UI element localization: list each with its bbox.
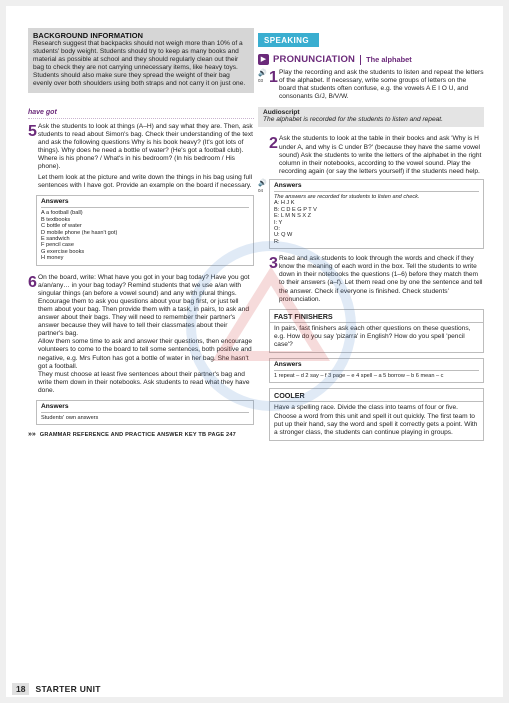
- answer-line: E: L M N S X Z: [274, 213, 312, 220]
- divider: [274, 191, 479, 192]
- answer-line: A a football (ball): [41, 210, 83, 217]
- item-2-text: Ask the students to look at the table in their books and ask 'Why is H under A, and why is C under B?' (because they have the same vowel sound) Ask the students to write the letters of the alphabet in the right column in their notebooks, according to the vowel sound. Play the recording again (or say the letters yourself) if the students need help.: [279, 135, 482, 175]
- speaking-tag: SPEAKING: [258, 33, 319, 47]
- track-number: 03: [258, 78, 264, 83]
- audio-icon[interactable]: 🔊 04: [258, 179, 267, 193]
- answer-line: O:: [274, 225, 280, 232]
- answer-line: A: H J K: [274, 200, 295, 207]
- left-column: [28, 28, 254, 438]
- answers-title: Answers: [41, 198, 69, 206]
- answers-list: [41, 210, 249, 261]
- background-information-panel: [28, 28, 254, 93]
- grammar-reference-label: GRAMMAR REFERENCE AND PRACTICE ANSWER KEY TB PAGE 247: [39, 431, 236, 438]
- item-3-text: Read and ask students to look through the words and check if they know the meaning of each word in the box. Tell the students to write down in their notebooks the questions (1–6) before they match them to their answers (a–f). Let them read one by one the sentence and tell the answer. Check if everyone is finished. Check students' pronunciation.: [279, 255, 483, 303]
- right-column: [258, 30, 484, 441]
- answers-title: Answers: [274, 181, 302, 189]
- grammar-reference-link[interactable]: [28, 431, 254, 438]
- answers-box-2: [36, 400, 254, 425]
- fast-finishers-text: In pairs, fast finishers ask each other questions on these questions, e.g. How do you say 'pizarra' in English? How do you spell 'pencil case'?: [274, 324, 471, 348]
- answers-box-3: [269, 179, 484, 249]
- audio-icon[interactable]: 🔊 03: [258, 70, 267, 83]
- answer-line: D mobile phone (he hasn't got): [41, 229, 118, 236]
- answer-line: H money: [41, 255, 64, 262]
- background-information-title: BACKGROUND INFORMATION: [33, 31, 144, 40]
- answers-text: Students' own answers: [41, 414, 99, 421]
- answer-line: B textbooks: [41, 216, 71, 223]
- pronunciation-subtitle: The alphabet: [366, 55, 412, 64]
- fast-finishers-box: [269, 309, 484, 353]
- item-6-paragraph-1: On the board, write: What have you got in your bag today? Have you got a/an/any… in your bag today? Remind students that we use a/an with singular things (an before a vowel sound) and any with plural things. Encourage them to ask you questions about your bag first, or just tell them about your bag. Then provide them with a task, in pairs, to ask and answer about their bags. They will need to remember their partner's answer because they will have to tell their classmates about their partner's bag.: [38, 273, 250, 338]
- item-5-paragraph-2: Let them look at the picture and write down the things in his bag using full sentences with I have got. Provide an example on the board if necessary.: [38, 174, 253, 190]
- item-6: [28, 274, 254, 395]
- divider: [41, 412, 249, 413]
- divider: [41, 207, 249, 208]
- pronunciation-icon: ▶: [258, 54, 269, 65]
- track-number: 04: [258, 187, 264, 193]
- divider: [274, 370, 479, 371]
- item-6-paragraph-3: They must choose at least five sentences about their partner's bag and write them down in their notebooks. Ask students to read what they have done.: [38, 370, 250, 394]
- audioscript-text: The alphabet is recorded for the students to listen and repeat.: [263, 116, 443, 124]
- answer-line: R:: [274, 238, 280, 245]
- answers-title: Answers: [41, 402, 69, 410]
- page: [6, 6, 503, 697]
- answer-line: F pencil case: [41, 242, 74, 249]
- page-number: 18: [12, 683, 29, 695]
- answer-line: I: Y: [274, 219, 283, 226]
- item-1-text: Play the recording and ask the students to listen and repeat the letters of the alphabet. If necessary, write some groups of letters on the board that students often confuse, e.g. the vowels A E I O U, and consonants G/J, B/V/W.: [279, 69, 484, 101]
- pronunciation-title: PRONUNCIATION: [273, 54, 356, 65]
- have-got-heading: have got: [28, 109, 254, 119]
- cooler-text: Have a spelling race. Divide the class into teams of four or five. Choose a word from this unit and spell it out quickly. The first team to put up their hand, say the word and spell it correctly gets a point. With a stronger class, the students can continue playing in groups.: [274, 404, 478, 436]
- footer: [12, 683, 101, 695]
- audioscript-panel: [258, 107, 484, 127]
- audioscript-title: Audioscript: [263, 109, 300, 117]
- item-number: 3: [269, 255, 278, 273]
- item-2: [258, 135, 484, 175]
- pronunciation-header: [258, 54, 484, 65]
- item-5: [28, 123, 254, 191]
- divider: [360, 55, 361, 65]
- item-6-paragraph-2: Allow them some time to ask and answer their questions, then encourage volunteers to come to the board to tell some sentences, both positive and negative, e.g. Mrs Fulton has got a bottle of water in her bag. She hasn't got a football.: [38, 338, 253, 370]
- item-number: 6: [28, 273, 37, 291]
- answers-text: 1 repeat – d 2 say – f 3 page – e 4 spell – a 5 borrow – b 6 mean – c: [274, 373, 444, 380]
- answers-intro: The answers are recorded for students to listen and check.: [274, 193, 420, 200]
- item-number: 5: [28, 122, 37, 140]
- answer-line: E sandwich: [41, 235, 70, 242]
- background-information-text: Research suggest that backpacks should not weigh more than 10% of a students' body weight. Students should try to keep as many books and material as possible at school and they should regularly clean out their bag to check they are not carrying unnecessary items, like heavy toys. Students should also make sure they spread the weight of their bag evenly over both shoulders using both straps and not carry it on just one.: [33, 40, 246, 88]
- answers-title: Answers: [274, 361, 302, 369]
- answers-list: [274, 200, 479, 245]
- answers-box-1: [36, 195, 254, 265]
- answer-line: G exercise books: [41, 248, 85, 255]
- item-3: [258, 255, 484, 304]
- answer-line: C bottle of water: [41, 223, 82, 230]
- answers-box-4: [269, 358, 484, 383]
- fast-finishers-title: FAST FINISHERS: [270, 310, 483, 323]
- answers-row-3: [258, 179, 484, 249]
- item-5-paragraph-1: Ask the students to look at things (A–H) and say what they are. Then, ask students to read about Simon's bag. Check their understanding of the text and ask the following questions Why is his book heavy? (It's got lots of things). Why does he need a bottle of water? (He's got a football club). Where is his phone? / What's in his bedroom? (In his bedroom / His phone).: [38, 122, 253, 171]
- cooler-title: COOLER: [270, 389, 483, 402]
- item-number: 1: [269, 69, 278, 86]
- cooler-box: [269, 388, 484, 440]
- answer-line: U: Q W: [274, 232, 293, 239]
- answer-line: B: C D E G P T V: [274, 206, 317, 213]
- double-arrow-icon: »»: [28, 431, 36, 439]
- item-number: 2: [269, 135, 278, 153]
- item-1: [258, 69, 484, 101]
- unit-name: STARTER UNIT: [35, 684, 101, 694]
